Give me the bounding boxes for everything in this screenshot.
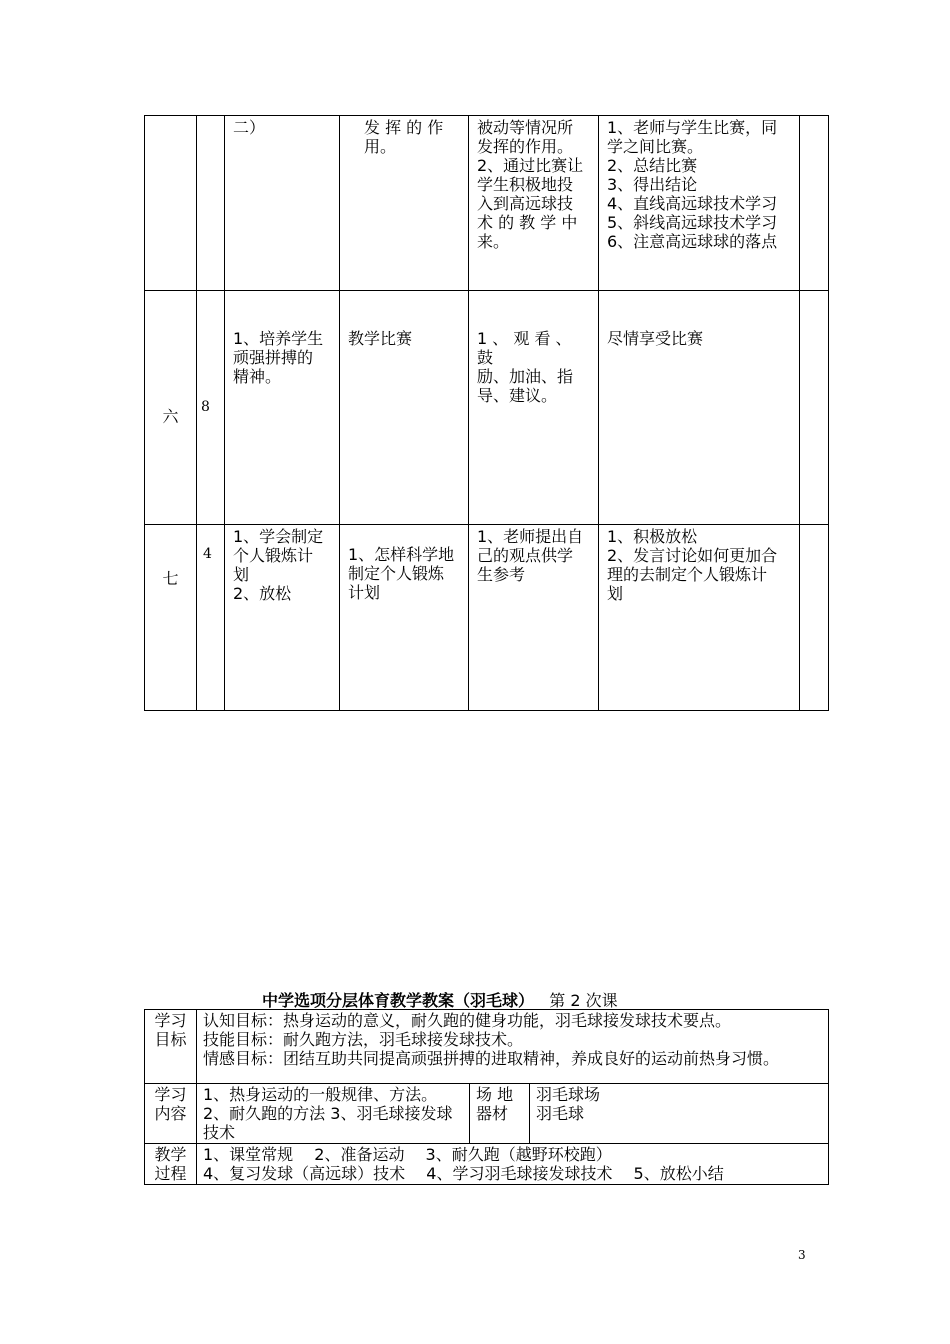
lesson-title-main: 中学选项分层体育教学教案（羽毛球） [262, 991, 535, 1010]
content-line: 用。 [364, 137, 397, 156]
venue-label: 场 地 器材 [470, 1084, 530, 1144]
teacher-line: 发挥的作用。 [477, 137, 574, 156]
student-cell [599, 525, 800, 711]
process-line: 4、复习发球（高远球）技术 4、学习羽毛球接发球技术 5、放松小结 [203, 1164, 724, 1183]
minutes-cell: 8 [197, 291, 225, 525]
teacher-line: 己的观点供学 [477, 546, 574, 565]
content-line: 计划 [348, 583, 381, 602]
teacher-cell [469, 291, 599, 525]
goal-cell [225, 525, 340, 711]
section-cell [145, 116, 197, 291]
goal-line: 顽强拼搏的 [233, 348, 314, 367]
goal-line: 二） [233, 118, 266, 137]
teacher-cell [469, 116, 599, 291]
student-line: 1、积极放松 [607, 527, 698, 546]
table-row [145, 1010, 829, 1084]
goal-line: 划 [233, 565, 250, 584]
teacher-line: 来。 [477, 232, 510, 251]
goal-line: 1、学会制定 [233, 527, 324, 546]
student-line: 1、老师与学生比赛，同 [607, 118, 778, 137]
content-line: 1、怎样科学地 [348, 545, 455, 564]
goal-line: 技能目标：耐久跑方法，羽毛球接发球技术。 [203, 1030, 524, 1049]
minutes-cell: 4 [197, 525, 225, 711]
extra-cell [800, 525, 829, 711]
venue-line: 羽毛球 [536, 1104, 585, 1123]
goals-cell [197, 1010, 829, 1084]
teacher-cell [469, 525, 599, 711]
content-line: 1、热身运动的一般规律、方法。 [203, 1085, 438, 1104]
venue-line: 羽毛球场 [536, 1085, 601, 1104]
student-line: 划 [607, 584, 624, 603]
student-line: 学之间比赛。 [607, 137, 704, 156]
content-cell [197, 1084, 470, 1144]
student-line: 理的去制定个人锻炼计 [607, 565, 768, 584]
table-row [145, 1084, 829, 1144]
page-number: 3 [798, 1248, 806, 1262]
minutes-cell [197, 116, 225, 291]
table-row [145, 116, 829, 291]
teacher-line: 学生积极地投 [477, 175, 574, 194]
student-line: 2、总结比赛 [607, 156, 698, 175]
teacher-line: 1 、 观 看 、 鼓 [477, 329, 572, 367]
lesson-table-continued [144, 115, 829, 711]
extra-cell [800, 116, 829, 291]
teacher-line: 入到高远球技 [477, 194, 574, 213]
process-line: 1、课堂常规 2、准备运动 3、耐久跑（越野环校跑） [203, 1145, 612, 1164]
goal-line: 1、培养学生 [233, 329, 324, 348]
student-cell [599, 116, 800, 291]
goal-line: 精神。 [233, 367, 282, 386]
teacher-line: 2、通过比赛让 [477, 156, 584, 175]
teacher-line: 励、加油、指 [477, 367, 574, 386]
table-row [145, 525, 829, 711]
student-line: 4、直线高远球技术学习 [607, 194, 778, 213]
content-cell [340, 525, 469, 711]
goal-cell [225, 291, 340, 525]
venue-cell [530, 1084, 829, 1144]
section-cell: 六 [145, 291, 197, 525]
lesson-plan-table [144, 1009, 829, 1185]
teacher-line: 1、老师提出自 [477, 527, 584, 546]
goal-line: 2、放松 [233, 584, 292, 603]
teacher-line: 被动等情况所 [477, 118, 574, 137]
student-line: 6、注意高远球球的落点 [607, 232, 778, 251]
student-line: 3、得出结论 [607, 175, 698, 194]
content-line: 技术 [203, 1123, 236, 1142]
content-line: 发 挥 的 作 [364, 118, 444, 137]
goal-line: 情感目标：团结互助共同提高顽强拼搏的进取精神，养成良好的运动前热身习惯。 [203, 1049, 780, 1068]
student-line: 5、斜线高远球技术学习 [607, 213, 778, 232]
student-cell [599, 291, 800, 525]
content-line: 2、耐久跑的方法 3、羽毛球接发球 [203, 1104, 453, 1123]
content-cell [340, 116, 469, 291]
content-label: 学习内容 [145, 1084, 197, 1144]
content-cell [340, 291, 469, 525]
table-row [145, 291, 829, 525]
lesson-title [262, 988, 618, 1011]
process-cell [197, 1144, 829, 1185]
table-row [145, 1144, 829, 1185]
student-line: 尽情享受比赛 [607, 329, 704, 348]
goals-label: 学习目标 [145, 1010, 197, 1084]
goal-cell [225, 116, 340, 291]
teacher-line: 生参考 [477, 565, 526, 584]
process-label: 教学过程 [145, 1144, 197, 1185]
lesson-number: 第 2 次课 [549, 991, 618, 1010]
content-line: 制定个人锻炼 [348, 564, 445, 583]
extra-cell [800, 291, 829, 525]
teacher-line: 术 的 教 学 中 [477, 213, 578, 232]
teacher-line: 导、建议。 [477, 386, 558, 405]
goal-line: 个人锻炼计 [233, 546, 314, 565]
section-cell: 七 [145, 525, 197, 711]
goal-line: 认知目标：热身运动的意义，耐久跑的健身功能，羽毛球接发球技术要点。 [203, 1011, 732, 1030]
content-line: 教学比赛 [348, 329, 413, 348]
student-line: 2、发言讨论如何更加合 [607, 546, 778, 565]
